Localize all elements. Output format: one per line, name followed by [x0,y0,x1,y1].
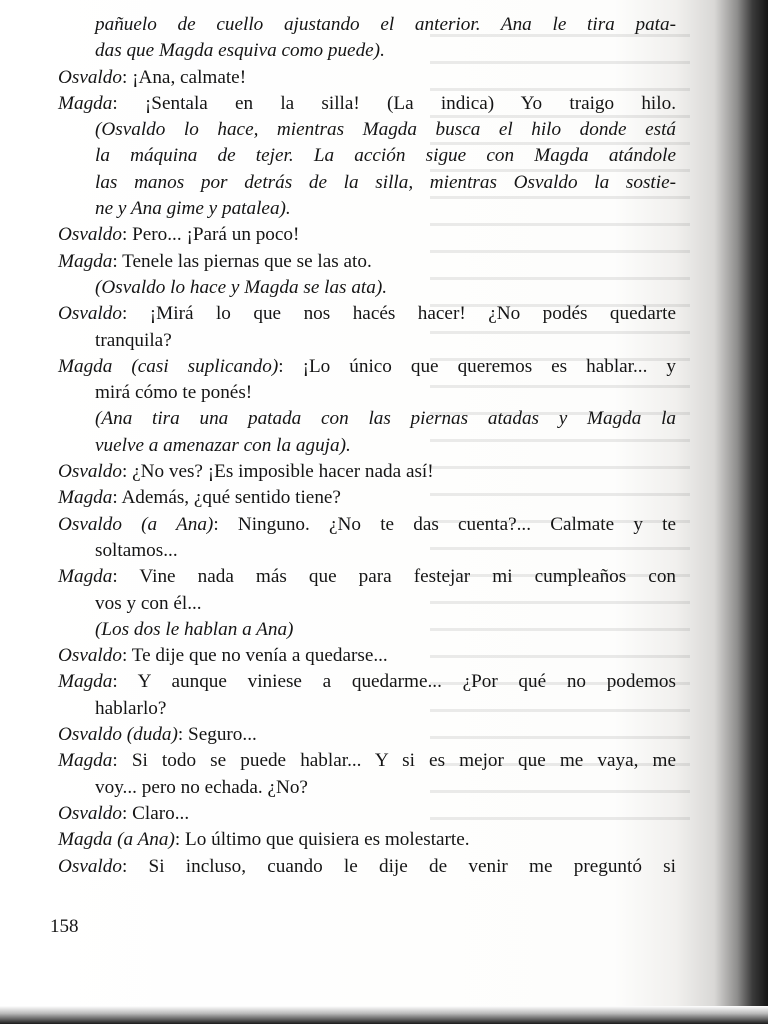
stage-direction-line [58,275,676,301]
page-number: 158 [50,916,79,937]
speaker-colon: : [112,750,132,772]
dialogue-line [58,222,676,248]
dialogue-line [58,801,676,827]
page-bottom-edge [0,1006,768,1024]
line-text: tranquila? [95,329,172,351]
line-text: Seguro... [188,724,257,746]
continuation-line [58,380,676,406]
line-text: soltamos... [95,539,178,561]
line-text: ¡Mirá lo que nos hacés hacer! ¿No podés quedarte [149,303,676,325]
line-text: Y aunque viniese a quedarme... ¿Por qué no podemos [137,671,676,693]
speaker-name: Osvaldo [58,802,122,824]
speaker-name: Osvaldo [58,645,122,667]
line-text: pañuelo de cuello ajustando el anterior. Ana le tira pata- [95,14,676,35]
speaker-colon: : [112,566,140,588]
speaker-colon: : [112,92,145,114]
speaker-name: Magda [58,671,113,693]
line-text: voy... pero no echada. ¿No? [95,776,308,798]
dialogue-line [58,564,676,590]
speaker-name: Magda [58,250,113,272]
line-text: Vine nada más que para festejar mi cumpleaños con [139,566,677,588]
line-text: (Osvaldo lo hace, mientras Magda busca el hilo donde está [95,119,676,141]
speaker-name: Osvaldo [58,303,122,325]
stage-direction-line [58,12,676,38]
dialogue-line [58,854,676,880]
dialogue-line [58,669,676,695]
line-text: vuelve a amenazar con la aguja). [95,434,351,456]
speaker-colon: : [121,303,150,325]
dialogue-line [58,91,676,117]
stage-direction-line [58,406,676,432]
line-text: Lo último que quisiera es molestarte. [185,829,470,851]
speaker-name: Osvaldo [58,461,122,483]
line-text: das que Magda esquiva como puede). [95,40,385,62]
line-text: ¡Ana, calmate! [132,66,247,88]
speaker-colon: : [213,513,238,535]
continuation-line [58,775,676,801]
line-text: Ninguno. ¿No te das cuenta?... Calmate y te [237,513,676,535]
dialogue-line [58,301,676,327]
line-text: Además, ¿qué sentido tiene? [121,487,341,509]
speaker-colon: : [177,724,189,746]
line-text: Si incluso, cuando le dije de venir me preguntó si [148,855,676,877]
speaker-colon: : [112,671,138,693]
stage-direction-line [58,617,676,643]
stage-direction-line [58,196,676,222]
speaker-colon: : [174,829,186,851]
speaker-colon: : [121,855,149,877]
line-text: (Osvaldo lo hace y Magda se las ata). [95,276,388,298]
speaker-colon: : [112,250,123,272]
speaker-name: Magda (a Ana) [58,829,175,851]
stage-direction-line [58,170,676,196]
line-text: la máquina de tejer. La acción sigue con Magda atándole [95,145,676,167]
line-text: ne y Ana gime y patalea). [95,198,291,220]
speaker-colon: : [278,355,303,377]
dialogue-line [58,512,676,538]
stage-direction-line [58,38,676,64]
speaker-name: Osvaldo [58,66,122,88]
dialogue-line [58,827,676,853]
line-text: Si todo se puede hablar... Y si es mejor que me vaya, me [131,750,676,772]
dialogue-line [58,643,676,669]
speaker-colon: : [121,645,132,667]
line-text: mirá cómo te ponés! [95,382,253,404]
speaker-colon: : [121,802,133,824]
line-text: Te dije que no venía a quedarse... [131,645,388,667]
line-text: Pero... ¡Pará un poco! [132,224,300,246]
line-text: las manos por detrás de la silla, mientras Osvaldo la sostie- [95,171,676,193]
speaker-colon: : [112,487,122,509]
continuation-line [58,328,676,354]
line-text: (Ana tira una patada con las piernas atadas y Magda la [95,408,676,430]
dialogue-line [58,748,676,774]
speaker-colon: : [121,66,133,88]
play-text [58,12,676,880]
speaker-name: Magda [58,750,113,772]
speaker-colon: : [121,461,133,483]
dialogue-line [58,485,676,511]
line-text: Claro... [132,802,190,824]
dialogue-line [58,459,676,485]
line-text: ¡Lo único que queremos es hablar... y [302,355,676,377]
speaker-name: Magda (casi suplicando) [58,355,279,377]
line-text: ¿No ves? ¡Es imposible hacer nada así! [132,461,434,483]
speaker-name: Magda [58,566,113,588]
stage-direction-line [58,143,676,169]
dialogue-line [58,354,676,380]
speaker-name: Osvaldo (a Ana) [58,513,214,535]
line-text: (Los dos le hablan a Ana) [95,618,294,640]
continuation-line [58,538,676,564]
speaker-name: Osvaldo (duda) [58,724,178,746]
speaker-name: Magda [58,92,113,114]
line-text: Tenele las piernas que se las ato. [122,250,372,272]
line-text: ¡Sentala en la silla! (La indica) Yo traigo hilo. [144,92,676,114]
dialogue-line [58,249,676,275]
line-text: hablarlo? [95,697,167,719]
speaker-name: Osvaldo [58,855,122,877]
speaker-name: Osvaldo [58,224,122,246]
line-text: vos y con él... [95,592,202,614]
dialogue-line [58,65,676,91]
speaker-name: Magda [58,487,113,509]
continuation-line [58,591,676,617]
continuation-line [58,696,676,722]
stage-direction-line [58,117,676,143]
dialogue-line [58,722,676,748]
speaker-colon: : [121,224,133,246]
stage-direction-line [58,433,676,459]
